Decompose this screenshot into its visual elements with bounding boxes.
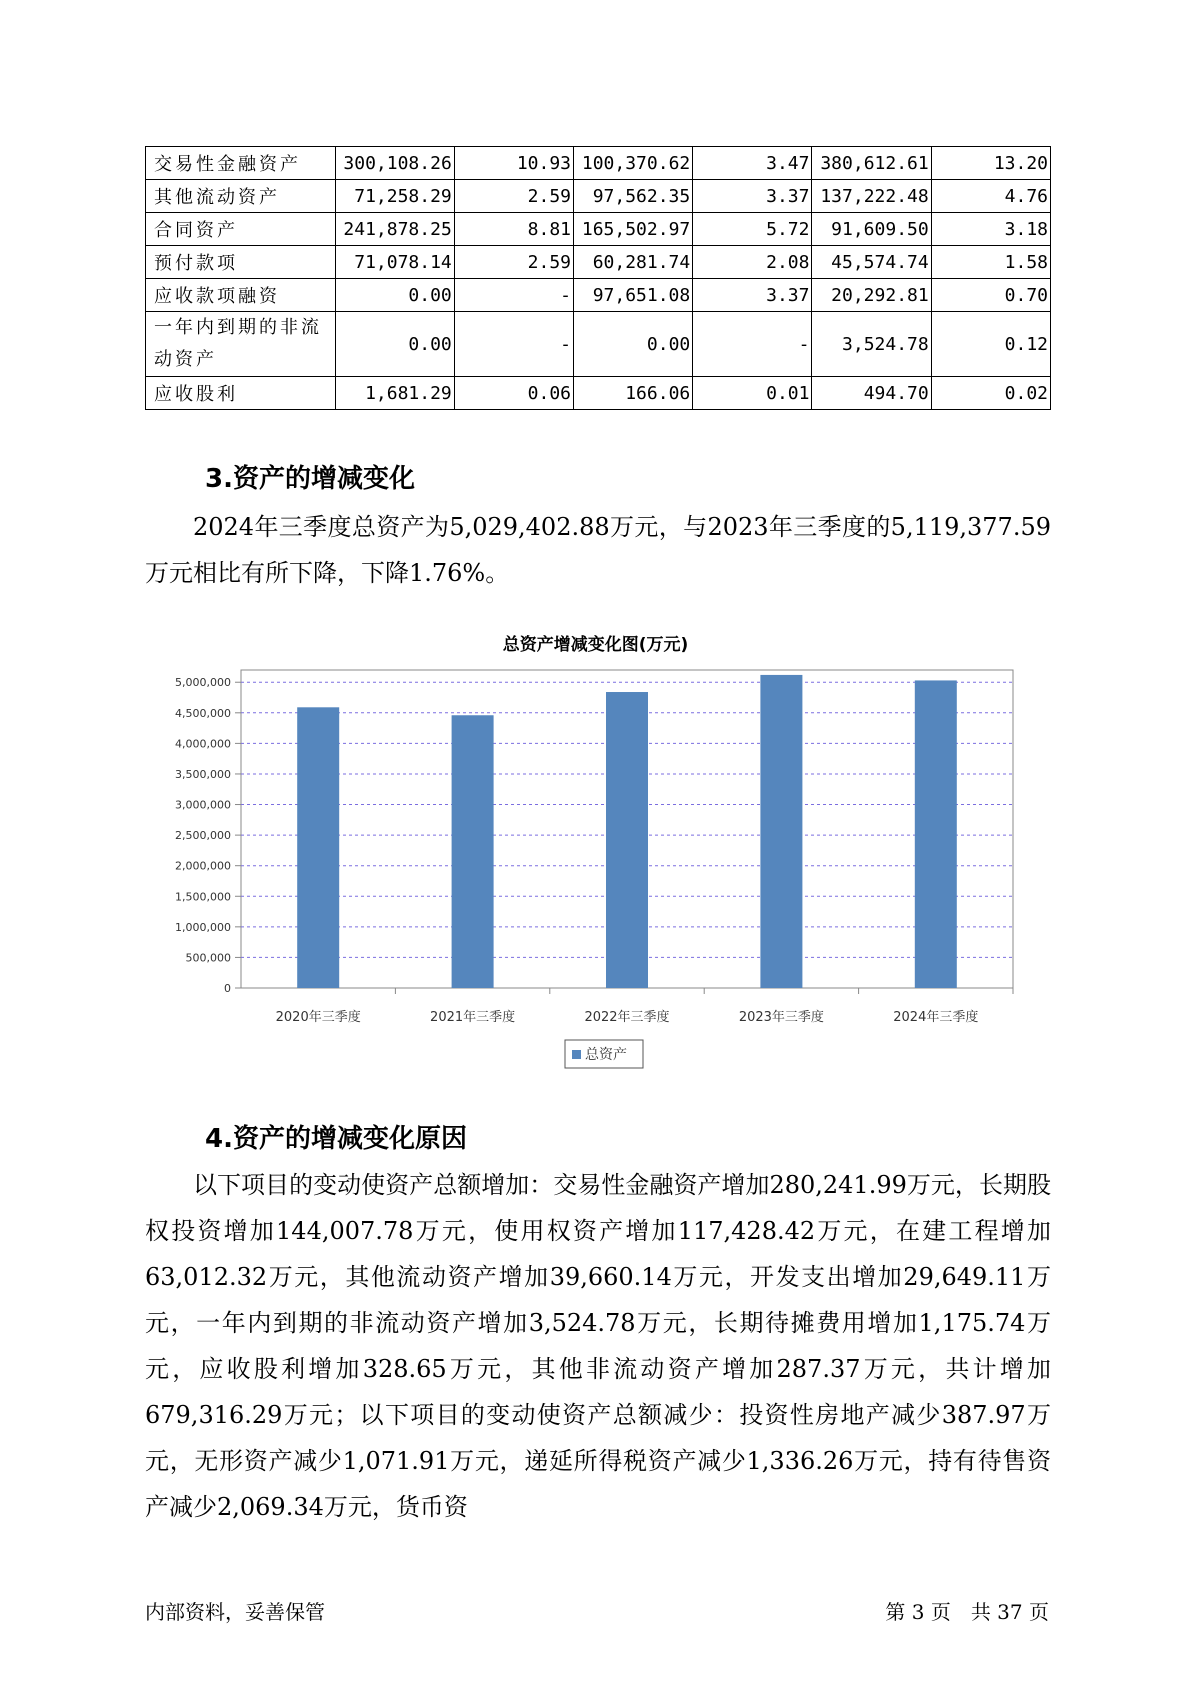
table-cell: 1,681.29 <box>335 377 454 410</box>
row-label: 应收股利 <box>146 377 336 410</box>
table-cell: 3.37 <box>693 279 812 312</box>
table-cell: 13.20 <box>931 147 1050 180</box>
row-label: 合同资产 <box>146 213 336 246</box>
section3-heading: 3.资产的增减变化 <box>205 464 415 494</box>
footer-left: 内部资料，妥善保管 <box>145 1600 325 1624</box>
table-cell: 71,258.29 <box>335 180 454 213</box>
section3-paragraph: 2024年三季度总资产为5,029,402.88万元，与2023年三季度的5,119,377.59万元相比有所下降，下降1.76%。 <box>145 513 1051 587</box>
x-tick-label: 2021年三季度 <box>430 1010 516 1025</box>
table-cell: 91,609.50 <box>812 213 931 246</box>
footer-page-number: 第 3 页 共 37 页 <box>885 1600 1049 1624</box>
table-cell: 3.18 <box>931 213 1050 246</box>
table-cell: 71,078.14 <box>335 246 454 279</box>
table-cell: 97,562.35 <box>574 180 693 213</box>
table-cell: 241,878.25 <box>335 213 454 246</box>
bar <box>606 692 648 988</box>
table-cell: 3,524.78 <box>812 312 931 377</box>
x-tick-label: 2023年三季度 <box>738 1010 824 1025</box>
table-cell: 0.70 <box>931 279 1050 312</box>
row-label: 交易性金融资产 <box>146 147 336 180</box>
legend-swatch <box>572 1050 581 1059</box>
y-tick-label: 3,000,000 <box>175 798 231 812</box>
bar <box>452 715 494 988</box>
y-tick-label: 4,500,000 <box>175 706 231 720</box>
section4-heading: 4.资产的增减变化原因 <box>205 1124 467 1154</box>
bar <box>760 675 802 988</box>
x-tick-label: 2020年三季度 <box>275 1010 361 1025</box>
x-tick-label: 2022年三季度 <box>584 1010 670 1025</box>
table-cell: - <box>454 279 573 312</box>
table-cell: 137,222.48 <box>812 180 931 213</box>
table-cell: 100,370.62 <box>574 147 693 180</box>
chart-title: 总资产增减变化图(万元) <box>502 635 689 655</box>
table-cell: 1.58 <box>931 246 1050 279</box>
y-tick-label: 2,000,000 <box>175 859 231 873</box>
y-tick-label: 0 <box>224 982 231 995</box>
y-tick-label: 2,500,000 <box>175 829 231 843</box>
legend-label: 总资产 <box>585 1047 627 1063</box>
table-cell: 494.70 <box>812 377 931 410</box>
bar <box>297 707 339 988</box>
table-cell: - <box>454 312 573 377</box>
y-tick-label: 1,000,000 <box>175 920 231 934</box>
table-cell: 2.08 <box>693 246 812 279</box>
table-cell: 165,502.97 <box>574 213 693 246</box>
table-cell: 20,292.81 <box>812 279 931 312</box>
row-label: 预付款项 <box>146 246 336 279</box>
row-label: 一年内到期的非流动资产 <box>146 312 336 377</box>
row-label: 应收款项融资 <box>146 279 336 312</box>
y-tick-label: 3,500,000 <box>175 767 231 781</box>
table-cell: 380,612.61 <box>812 147 931 180</box>
table-cell: 0.01 <box>693 377 812 410</box>
table-cell: 45,574.74 <box>812 246 931 279</box>
table-cell: 60,281.74 <box>574 246 693 279</box>
section4-paragraph: 以下项目的变动使资产总额增加：交易性金融资产增加280,241.99万元，长期股权投资增加144,007.78万元，使用权资产增加117,428.42万元，在建工程增加63,012.32万元，其他流动资产增加39,660.14万元，开发支出增加29,649.11万元，一年内到期的非流动资产增加3,524.78万元，长期待摊费用增加1,175.74万元，应收股利增加328.65万元，其他非流动资产增加287.37万元，共计增加679,316.29万元；以下项目的变动使资产总额减少：投资性房地产减少387.97万元，无形资产减少1,071.91万元，递延所得税资产减少1,336.26万元，持有待售资产减少2,069.34万元，货币资 <box>145 1171 1051 1521</box>
table-cell: 97,651.08 <box>574 279 693 312</box>
y-tick-label: 5,000,000 <box>175 676 231 690</box>
table-cell: 2.59 <box>454 246 573 279</box>
table-cell: 0.00 <box>335 312 454 377</box>
bar <box>915 680 957 988</box>
table-cell: 300,108.26 <box>335 147 454 180</box>
x-tick-label: 2024年三季度 <box>893 1010 979 1025</box>
table-cell: 5.72 <box>693 213 812 246</box>
y-tick-label: 500,000 <box>185 951 231 965</box>
table-cell: 3.37 <box>693 180 812 213</box>
y-tick-label: 4,000,000 <box>175 737 231 751</box>
row-label: 其他流动资产 <box>146 180 336 213</box>
table-cell: 2.59 <box>454 180 573 213</box>
y-tick-label: 1,500,000 <box>175 890 231 904</box>
table-cell: 0.02 <box>931 377 1050 410</box>
table-cell: 0.12 <box>931 312 1050 377</box>
table-cell: - <box>693 312 812 377</box>
table-cell: 8.81 <box>454 213 573 246</box>
table-cell: 166.06 <box>574 377 693 410</box>
table-cell: 3.47 <box>693 147 812 180</box>
table-cell: 0.06 <box>454 377 573 410</box>
table-cell: 0.00 <box>574 312 693 377</box>
table-cell: 10.93 <box>454 147 573 180</box>
table-cell: 0.00 <box>335 279 454 312</box>
table-cell: 4.76 <box>931 180 1050 213</box>
